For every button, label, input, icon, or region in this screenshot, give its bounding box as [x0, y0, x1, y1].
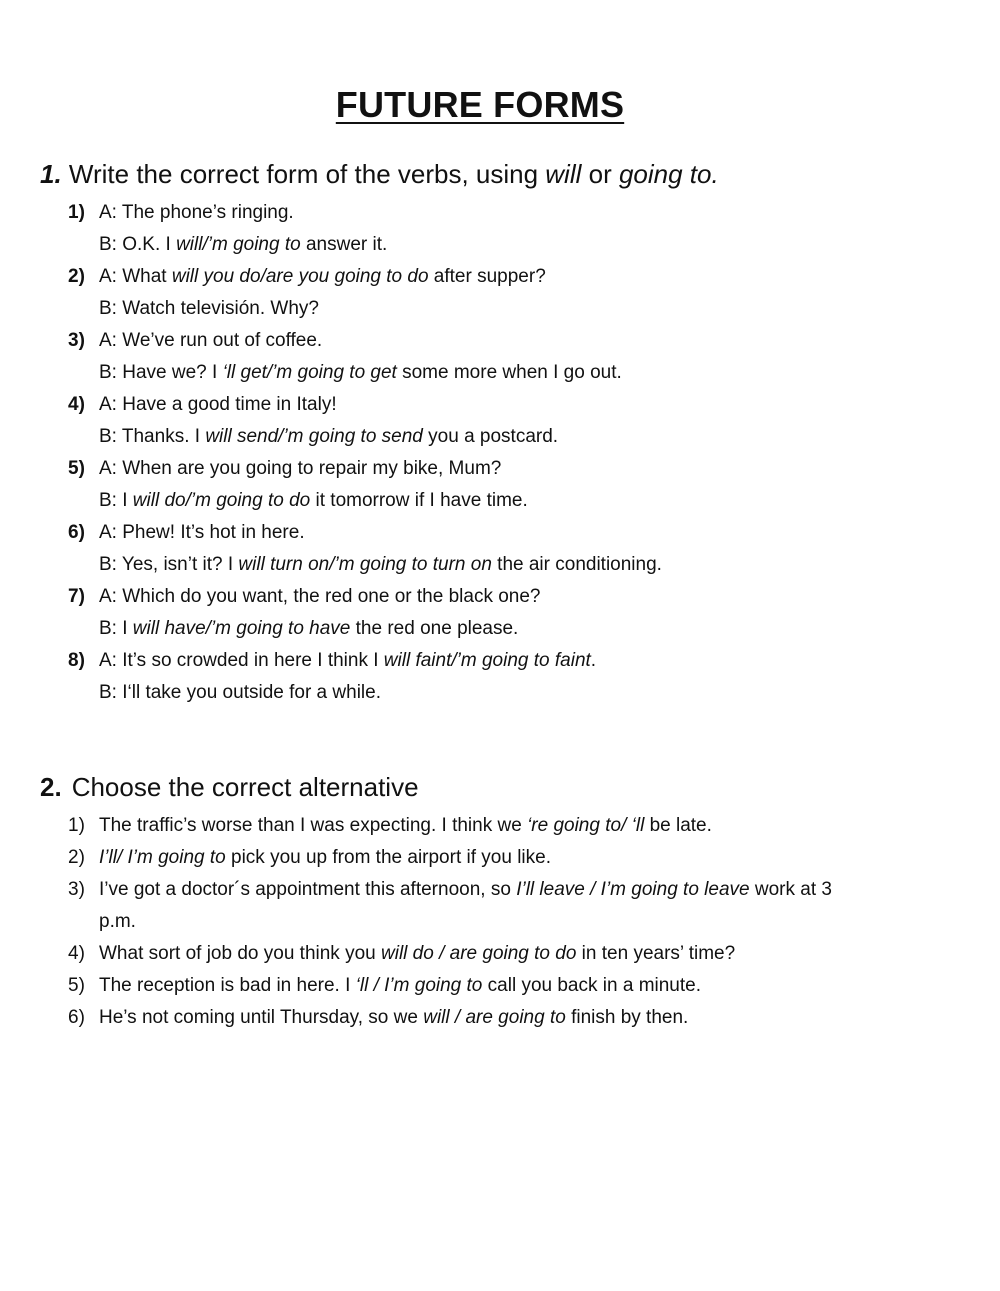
s1-item-4-line-b: B: Thanks. I will send/’m going to send you a postcard. [99, 426, 559, 447]
s1-item-number: 7) [68, 586, 85, 607]
section-1-heading-going: going to. [618, 159, 719, 189]
s1-item-5-line-a: A: When are you going to repair my bike, Mum? [99, 458, 502, 479]
s1-item-6-line-a: A: Phew! It’s hot in here. [99, 522, 305, 543]
s1-item-4-line-a: A: Have a good time in Italy! [99, 394, 337, 415]
s2-item-5: The reception is bad in here. I ‘ll / I’m going to call you back in a minute. [99, 975, 702, 996]
s2-item-number: 4) [68, 943, 85, 964]
section-1-heading-text: Write the correct form of the verbs, using [61, 159, 546, 189]
s2-item-1: The traffic’s worse than I was expecting. I think we ‘re going to/ ‘ll be late. [99, 815, 712, 836]
s1-item-5-line-b: B: I will do/’m going to do it tomorrow if I have time. [99, 490, 528, 511]
s2-item-2: I’ll/ I’m going to pick you up from the airport if you like. [99, 847, 551, 868]
s1-item-number: 2) [68, 266, 85, 287]
s1-item-number: 4) [68, 394, 85, 415]
s2-item-6: He’s not coming until Thursday, so we will / are going to finish by then. [99, 1007, 689, 1028]
section-1-number: 1. [40, 159, 62, 189]
s1-item-7-line-b: B: I will have/’m going to have the red one please. [99, 618, 519, 639]
s1-item-8-line-a: A: It’s so crowded in here I think I will faint/’m going to faint. [99, 650, 597, 671]
s1-item-7-line-a: A: Which do you want, the red one or the black one? [99, 586, 541, 607]
s1-item-number: 1) [68, 202, 85, 223]
s1-item-number: 3) [68, 330, 85, 351]
page-title: FUTURE FORMS [335, 84, 625, 125]
s1-item-1-line-b: B: O.K. I will/’m going to answer it. [99, 234, 388, 255]
section-2-heading [40, 771, 419, 803]
section-2-number: 2. [40, 772, 62, 802]
s2-item-number: 1) [68, 815, 85, 836]
s1-item-number: 8) [68, 650, 85, 671]
s1-item-2-line-b: B: Watch televisión. Why? [99, 298, 319, 319]
s1-item-1-line-a: A: The phone’s ringing. [99, 202, 294, 223]
s2-item-3: I’ve got a doctor´s appointment this afternoon, so I’ll leave / I’m going to leave work at 3 [99, 879, 832, 900]
s2-item-number: 6) [68, 1007, 85, 1028]
s1-item-number: 6) [68, 522, 85, 543]
s1-item-6-line-b: B: Yes, isn’t it? I will turn on/’m going to turn on the air conditioning. [99, 554, 662, 575]
s1-item-3-line-a: A: We’ve run out of coffee. [99, 330, 323, 351]
section-1-heading-or: or [581, 159, 619, 189]
section-2-heading-text: Choose the correct alternative [71, 772, 419, 802]
s1-item-number: 5) [68, 458, 85, 479]
section-1-heading-will: will [545, 159, 582, 189]
s1-item-3-line-b: B: Have we? I ‘ll get/’m going to get some more when I go out. [99, 362, 622, 383]
s1-item-8-line-b: B: I‘ll take you outside for a while. [99, 682, 381, 703]
s2-item-number: 3) [68, 879, 85, 900]
section-1-heading [40, 158, 719, 190]
s2-item-3-continuation: p.m. [99, 911, 136, 932]
s2-item-number: 2) [68, 847, 85, 868]
s2-item-4: What sort of job do you think you will do / are going to do in ten years’ time? [99, 943, 736, 964]
s2-item-number: 5) [68, 975, 85, 996]
s1-item-2-line-a: A: What will you do/are you going to do after supper? [99, 266, 546, 287]
